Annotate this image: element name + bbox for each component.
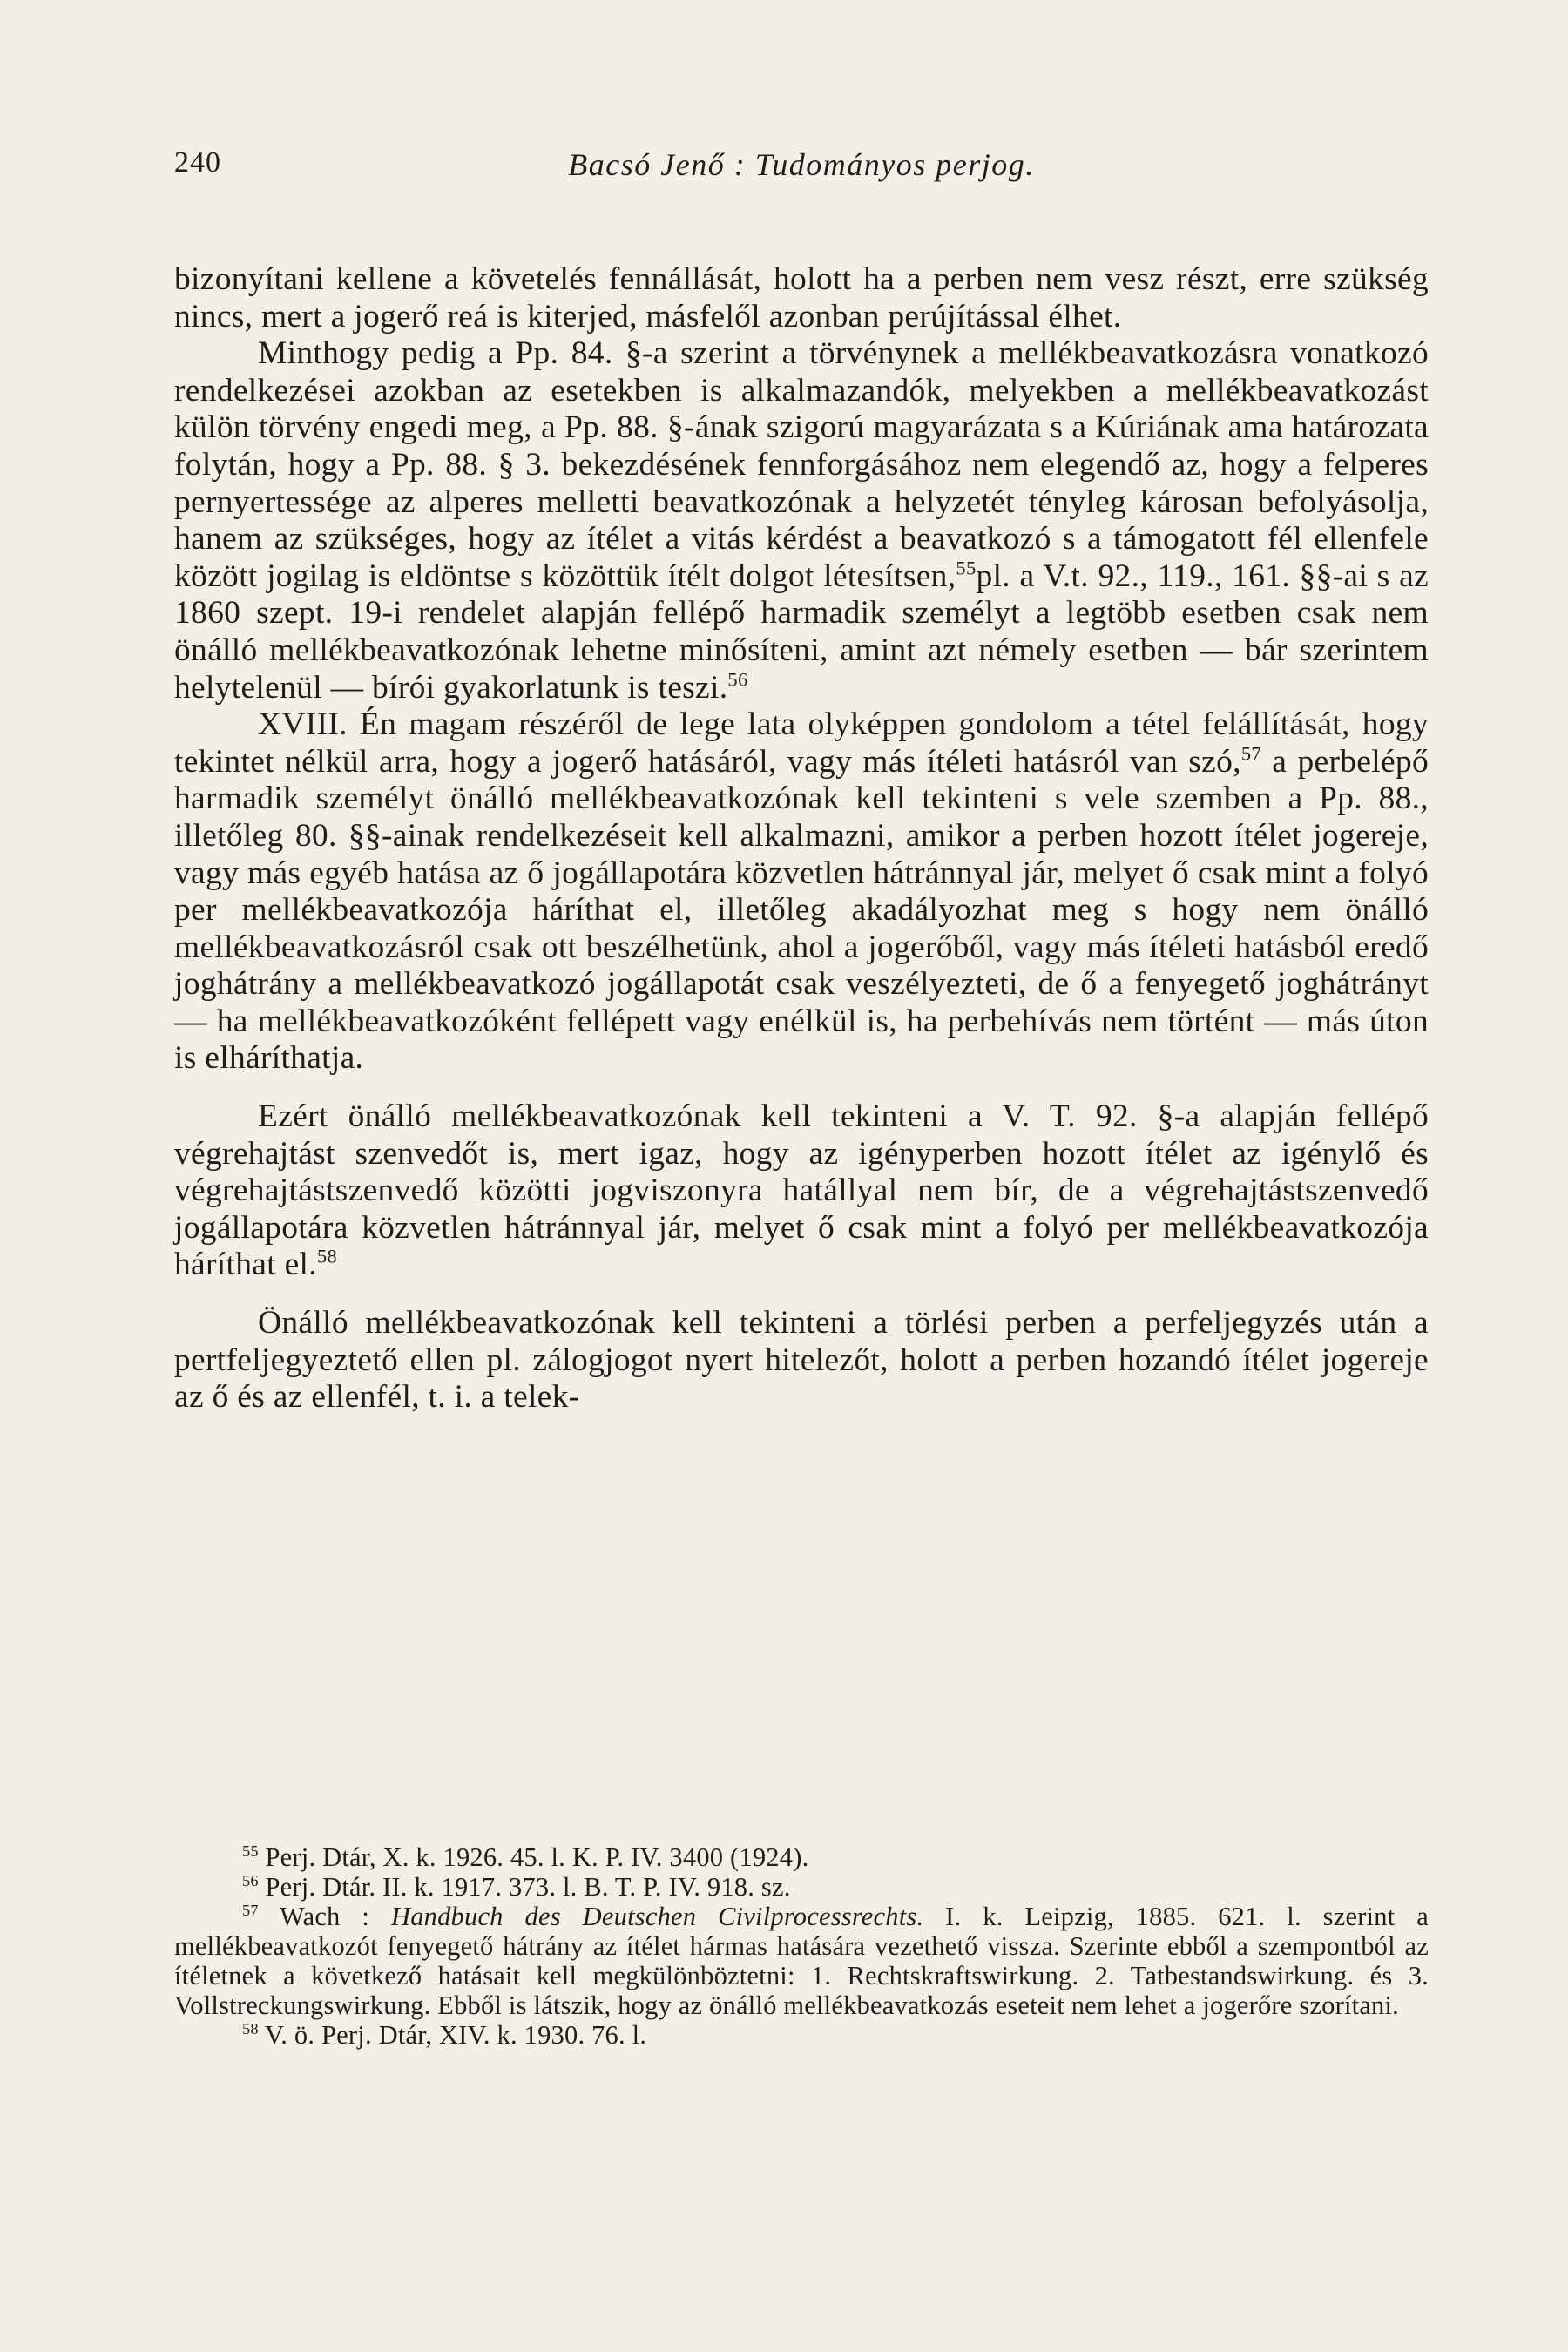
page-number: 240 [174,146,221,179]
running-title: Bacsó Jenő : Tudományos perjog. [568,147,1035,182]
paragraph-onallo: Önálló mellékbeavatkozónak kell tekinteni a törlési perben a perfeljegyzés után a pertfeljegyeztető ellen pl. zálogjogot nyert hitelezőt, holott a perben hozandó ítélet jogereje az ő és az ellenfél, t. i. a telek- [174,1305,1429,1416]
footnote-ref-57: 57 [1240,742,1261,765]
paragraph-xviii: XVIII. Én magam részéről de lege lata olyképpen gondolom a tétel felállítását, hogy tekintet nélkül arra, hogy a jogerő hatásáról, vagy más ítéleti hatásról van szó,$^{57}$ a perbelépő harmadik személyt önálló mellékbeavatkozónak kell tekinteni s vele szemben a Pp. 88., illetőleg 80. §§-ainak rendelkezéseit kell alkalmazni, amikor a perben hozott ítélet jogereje, vagy más egyéb hatása az ő jogállapotára közvetlen hátránnyal jár, melyet ő csak mint a folyó per mellékbeavatkozója háríthat el, illetőleg akadályozhat meg s hogy nem önálló mellékbeavatkozásról csak ott beszélhetünk, ahol a jogerőből, vagy más ítéleti hatásból eredő joghátrány a mellékbeavatkozó jogállapotát csak veszélyezteti, de ő a fenyegető joghátrányt — ha mellékbeavatkozóként fellépett vagy enélkül is, ha perbehívás nem történt — más úton is elháríthatja. [174,706,1429,1077]
footnotes [174,1842,1429,2050]
page-header [174,146,1429,190]
paragraph-continuation: bizonyítani kellene a követelés fennállását, holott ha a perben nem vesz részt, erre szükség nincs, mert a jogerő reá is kiterjed, másfelől azonban perújítással élhet. [174,261,1429,335]
footnote-58: $^{58}$ V. ö. Perj. Dtár, XIV. k. 1930. 76. l. [242,2019,647,2050]
paragraph-minthogy: Minthogy pedig a Pp. 84. §-a szerint a törvénynek a mellékbeavatkozásra vonatkozó rendelkezései azokban az esetekben is alkalmazandók, melyekben a mellékbeavatkozást külön törvény engedi meg, a Pp. 88. §-ának szigorú magyarázata s a Kúriának ama határozata folytán, hogy a Pp. 88. § 3. bekezdésének fennforgásához nem elegendő az, hogy a felperes pernyertessége az alperes melletti beavatkozónak a helyzetét tényleg károsan befolyásolja, hanem az szükséges, hogy az ítélet a vitás kérdést a beavatkozó s a támogatott fél ellenfele között jogilag is eldöntse s közöttük ítélt dolgot létesítsen,$^{55}$pl. a V.t. 92., 119., 161. §§-ai s az 1860 szept. 19-i rendelet alapján fellépő harmadik személyt a legtöbb esetben csak nem önálló mellékbeavatkozónak lehetne minősíteni, amint azt némely esetben — bár szerintem helytelenül — bírói gyakorlatunk is teszi.$^{56}$ [174,335,1429,706]
footnote-56: $^{56}$ Perj. Dtár. II. k. 1917. 373. l. B. T. P. IV. 918. sz. [242,1871,791,1902]
body-text [174,261,1429,1416]
footnote-57: $^{57}$ Wach : Handbuch des Deutschen Civilprocessrechts. I. k. Leipzig, 1885. 621. l. szerint a mellékbeavatkozót fenyegető hátrány az ítélet hármas hatására vezethető vissza. Szerinte ebből a szempontból az ítéletnek a következő hatásait kell megkülönböztetni: 1. Rechtskraftswirkung. 2. Tatbestandswirkung. és 3. Vollstreckungswirkung. Ebből is látszik, hogy az önálló mellékbeavatkozás eseteit nem lehet a jogerőre szorítani. [174,1901,1429,2020]
paragraph-ezert: Ezért önálló mellékbeavatkozónak kell tekinteni a V. T. 92. §-a alapján fellépő végrehajtást szenvedőt is, mert igaz, hogy az igényperben hozott ítélet az igénylő és végrehajtástszenvedő közötti jogviszonyra hatállyal nem bír, de a végrehajtástszenvedő jogállapotára közvetlen hátránnyal jár, melyet ő csak mint a folyó per mellékbeavatkozója háríthat el.$^{58}$ [174,1098,1429,1283]
footnote-55: $^{55}$ Perj. Dtár, X. k. 1926. 45. l. K. P. IV. 3400 (1924). [242,1842,809,1872]
footnote-ref-58: 58 [316,1245,338,1267]
footnote-ref-56: 56 [727,668,748,691]
footnote-ref-55: 55 [956,557,977,579]
